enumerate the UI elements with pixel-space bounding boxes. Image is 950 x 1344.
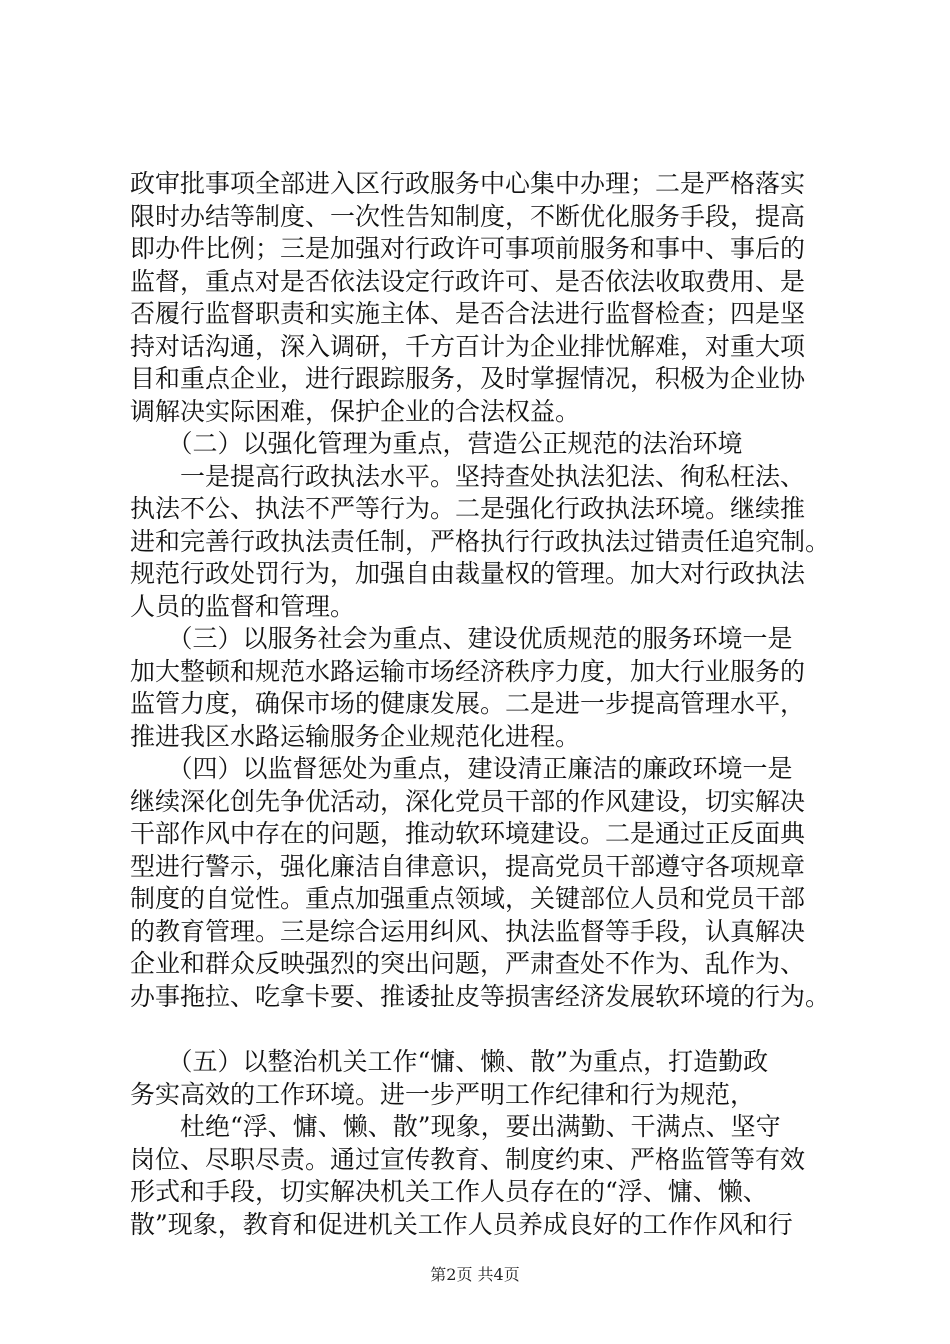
body-line-1: 政审批事项全部进入区行政服务中心集中办理；二是严格落实: [130, 169, 806, 198]
section-heading-3: （三）以服务社会为重点、建设优质规范的服务环境一是: [130, 624, 793, 653]
body-line-28: 务实高效的工作环境。进一步严明工作纪律和行为规范，: [130, 1079, 756, 1109]
body-line-3: 即办件比例；三是加强对行政许可事项前服务和事中、事后的: [130, 234, 806, 263]
body-line-32: 散”现象，教育和促进机关工作人员养成良好的工作作风和行: [130, 1209, 793, 1239]
body-line-6: 持对话沟通，深入调研，千方百计为企业排忧解难，对重大项: [130, 331, 806, 361]
page-number-footer: 第2页 共4页: [430, 1265, 520, 1284]
body-line-24: 的教育管理。三是综合运用纠风、执法监督等手段，认真解决: [130, 916, 806, 946]
body-line-7: 目和重点企业，进行跟踪服务，及时掌握情况，积极为企业协: [130, 364, 806, 393]
paragraph-gap: [130, 1013, 835, 1046]
body-line-2: 限时办结等制度、一次性告知制度，不断优化服务手段，提高: [130, 201, 806, 231]
body-line-4: 监督，重点对是否依法设定行政许可、是否依法收取费用、是: [130, 266, 806, 296]
body-line-25: 企业和群众反映强烈的突出问题，严肃查处不作为、乱作为、: [130, 949, 806, 978]
body-line-12: 进和完善行政执法责任制，严格执行行政执法过错责任追究制。: [130, 526, 831, 556]
body-line-5: 否履行监督职责和实施主体、是否合法进行监督检查；四是坚: [130, 299, 806, 328]
body-line-30: 岗位、尽职尽责。通过宣传教育、制度约束、严格监管等有效: [130, 1144, 806, 1174]
body-line-23: 制度的自觉性。重点加强重点领域，关键部位人员和党员干部: [130, 884, 806, 913]
section-heading-5: （五）以整治机关工作“慵、懒、散”为重点，打造勤政: [130, 1047, 769, 1076]
body-line-8: 调解决实际困难，保护企业的合法权益。: [130, 396, 581, 426]
body-line-22: 型进行警示，强化廉洁自律意识，提高党员干部遵守各项规章: [130, 851, 806, 881]
body-line-26: 办事拖拉、吃拿卡要、推诿扯皮等损害经济发展软环境的行为。: [130, 981, 831, 1011]
section-heading-2: （二）以强化管理为重点，营造公正规范的法治环境: [130, 429, 743, 458]
body-line-16: 加大整顿和规范水路运输市场经济秩序力度，加大行业服务的: [130, 656, 806, 686]
body-line-14: 人员的监督和管理。: [130, 591, 356, 621]
body-line-31: 形式和手段，切实解决机关工作人员存在的“浮、慵、懒、: [130, 1177, 768, 1206]
body-line-13: 规范行政处罚行为，加强自由裁量权的管理。加大对行政执法: [130, 559, 806, 588]
body-line-20: 继续深化创先争优活动，深化党员干部的作风建设，切实解决: [130, 786, 806, 816]
body-line-29: 杜绝“浮、慵、懒、散”现象，要出满勤、干满点、坚守: [130, 1112, 781, 1141]
body-line-11: 执法不公、执法不严等行为。二是强化行政执法环境。继续推: [130, 494, 806, 523]
section-heading-4: （四）以监督惩处为重点，建设清正廉洁的廉政环境一是: [130, 754, 793, 783]
body-line-21: 干部作风中存在的问题，推动软环境建设。二是通过正反面典: [130, 819, 806, 848]
body-line-10: 一是提高行政执法水平。坚持查处执法犯法、徇私枉法、: [130, 461, 806, 491]
body-line-17: 监管力度，确保市场的健康发展。二是进一步提高管理水平，: [130, 689, 806, 718]
body-line-18: 推进我区水路运输服务企业规范化进程。: [130, 721, 581, 751]
document-body: [130, 168, 835, 1241]
